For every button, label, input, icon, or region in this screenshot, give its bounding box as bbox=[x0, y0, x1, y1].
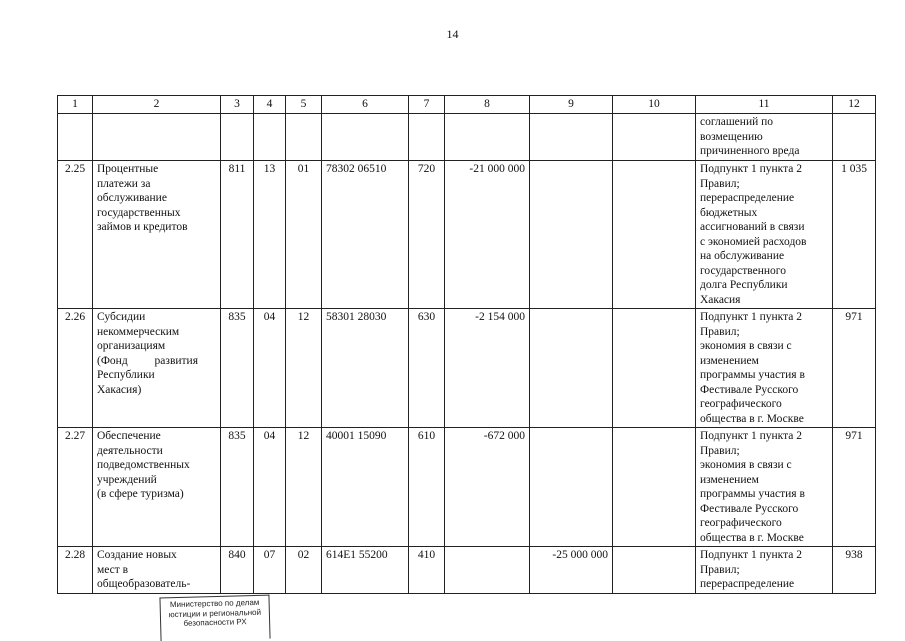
header-cell-3: 3 bbox=[221, 96, 254, 114]
pr-cell: 01 bbox=[286, 161, 322, 309]
basis-line: Фестивале Русского bbox=[700, 383, 799, 396]
grbs-cell: 835 bbox=[221, 309, 254, 428]
row-number: 2.27 bbox=[58, 428, 93, 547]
name-line: некоммерческим bbox=[97, 325, 180, 338]
name-line: обслуживание bbox=[97, 192, 167, 204]
basis-line: причиненного вреда bbox=[700, 145, 800, 157]
amount-col10-cell bbox=[613, 161, 696, 309]
basis-line: Правил; bbox=[700, 177, 740, 190]
amount-col8-cell: -2 154 000 bbox=[445, 309, 530, 428]
col12-cell: 1 035 bbox=[833, 161, 876, 309]
name-line: (в сфере туризма) bbox=[97, 488, 184, 500]
table-row-continuation bbox=[58, 114, 876, 161]
header-cell-6: 6 bbox=[322, 96, 409, 114]
name-line: организациям bbox=[97, 340, 166, 352]
basis-line: перераспределение bbox=[700, 578, 795, 590]
amount-col8-cell bbox=[445, 547, 530, 594]
table-row bbox=[58, 428, 876, 547]
amount-col10-cell bbox=[613, 309, 696, 428]
basis-line: Правил; bbox=[700, 444, 740, 457]
col12-cell: 971 bbox=[833, 309, 876, 428]
header-cell-9: 9 bbox=[530, 96, 613, 114]
name-cell bbox=[93, 428, 221, 547]
basis-line: географического bbox=[700, 517, 782, 529]
stamp-line: безопасности РХ bbox=[183, 617, 247, 628]
name-line: общеобразователь- bbox=[97, 578, 191, 590]
grbs-cell: 835 bbox=[221, 428, 254, 547]
row-number: 2.25 bbox=[58, 161, 93, 309]
stamp-line: юстиции и региональной bbox=[168, 607, 262, 619]
name-line: мест в bbox=[97, 563, 129, 576]
basis-line: изменением bbox=[700, 354, 759, 367]
basis-line: бюджетных bbox=[700, 206, 758, 219]
csr-cell: 78302 06510 bbox=[322, 161, 409, 309]
basis-line: с экономией расходов bbox=[700, 235, 807, 248]
stamp-line: Министерство по делам bbox=[169, 597, 260, 610]
header-cell-5: 5 bbox=[286, 96, 322, 114]
pr-cell: 02 bbox=[286, 547, 322, 594]
name-line: деятельности bbox=[97, 444, 163, 457]
basis-cell bbox=[696, 114, 833, 161]
basis-line: Подпункт 1 пункта 2 bbox=[700, 430, 802, 442]
name-line: государственных bbox=[97, 206, 181, 219]
basis-line: изменением bbox=[700, 473, 759, 486]
name-line: учреждений bbox=[97, 473, 157, 486]
col12-cell: 938 bbox=[833, 547, 876, 594]
basis-line: Подпункт 1 пункта 2 bbox=[700, 163, 802, 175]
name-line: Хакасия) bbox=[97, 383, 142, 396]
page-number: 14 bbox=[446, 27, 459, 41]
basis-line: программы участия в bbox=[700, 488, 805, 500]
basis-line: экономия в связи с bbox=[700, 459, 792, 471]
budget-table bbox=[57, 95, 876, 594]
rz-cell: 04 bbox=[254, 309, 286, 428]
header-cell-12: 12 bbox=[833, 96, 876, 114]
header-row bbox=[58, 96, 876, 114]
header-cell-10: 10 bbox=[613, 96, 696, 114]
vr-cell: 720 bbox=[409, 161, 445, 309]
basis-line: соглашений по bbox=[700, 116, 774, 128]
name-line: Создание новых bbox=[97, 549, 177, 561]
rz-cell: 07 bbox=[254, 547, 286, 594]
csr-cell: 40001 15090 bbox=[322, 428, 409, 547]
basis-cell bbox=[696, 309, 833, 428]
amount-col10-cell bbox=[613, 428, 696, 547]
col12-cell: 971 bbox=[833, 428, 876, 547]
basis-line: географического bbox=[700, 398, 782, 410]
vr-cell: 610 bbox=[409, 428, 445, 547]
header-cell-11: 11 bbox=[696, 96, 833, 114]
basis-line: Хакасия bbox=[700, 293, 741, 306]
name-line: Субсидии bbox=[97, 311, 146, 323]
header-cell-7: 7 bbox=[409, 96, 445, 114]
grbs-cell: 811 bbox=[221, 161, 254, 309]
table-row bbox=[58, 309, 876, 428]
basis-line: долга Республики bbox=[700, 279, 788, 291]
amount-col9-cell: -25 000 000 bbox=[530, 547, 613, 594]
amount-col9-cell bbox=[530, 161, 613, 309]
name-line: Республики bbox=[97, 369, 155, 381]
rz-cell: 13 bbox=[254, 161, 286, 309]
row-number: 2.28 bbox=[58, 547, 93, 594]
amount-col8-cell: -672 000 bbox=[445, 428, 530, 547]
basis-line: на обслуживание bbox=[700, 250, 785, 262]
name-line: платежи за bbox=[97, 177, 151, 190]
basis-line: Подпункт 1 пункта 2 bbox=[700, 311, 802, 323]
amount-col9-cell bbox=[530, 428, 613, 547]
basis-line: Фестивале Русского bbox=[700, 502, 799, 515]
basis-line: перераспределение bbox=[700, 192, 795, 204]
amount-col10-cell bbox=[613, 547, 696, 594]
basis-line: общества в г. Москве bbox=[700, 412, 804, 425]
basis-line: Подпункт 1 пункта 2 bbox=[700, 549, 802, 561]
basis-line: Правил; bbox=[700, 325, 740, 338]
table-row bbox=[58, 161, 876, 309]
basis-line: программы участия в bbox=[700, 369, 805, 381]
vr-cell: 630 bbox=[409, 309, 445, 428]
csr-cell: 58301 28030 bbox=[322, 309, 409, 428]
registration-stamp bbox=[159, 595, 270, 641]
header-cell-4: 4 bbox=[254, 96, 286, 114]
amount-col8-cell: -21 000 000 bbox=[445, 161, 530, 309]
pr-cell: 12 bbox=[286, 309, 322, 428]
amount-col9-cell bbox=[530, 309, 613, 428]
name-line: Процентные bbox=[97, 163, 159, 175]
row-number: 2.26 bbox=[58, 309, 93, 428]
basis-line: государственного bbox=[700, 264, 786, 277]
name-line: подведомственных bbox=[97, 459, 190, 471]
name-cell bbox=[93, 547, 221, 594]
basis-line: ассигнований в связи bbox=[700, 221, 805, 233]
grbs-cell: 840 bbox=[221, 547, 254, 594]
vr-cell: 410 bbox=[409, 547, 445, 594]
pr-cell: 12 bbox=[286, 428, 322, 547]
name-cell bbox=[93, 161, 221, 309]
header-cell-2: 2 bbox=[93, 96, 221, 114]
name-line: Обеспечение bbox=[97, 430, 161, 442]
basis-line: возмещению bbox=[700, 130, 763, 143]
basis-cell bbox=[696, 428, 833, 547]
header-cell-8: 8 bbox=[445, 96, 530, 114]
csr-cell: 614E1 55200 bbox=[322, 547, 409, 594]
rz-cell: 04 bbox=[254, 428, 286, 547]
basis-cell bbox=[696, 161, 833, 309]
header-cell-1: 1 bbox=[58, 96, 93, 114]
name-line: (Фонд развития bbox=[97, 354, 198, 367]
table-row bbox=[58, 547, 876, 594]
basis-line: экономия в связи с bbox=[700, 340, 792, 352]
basis-cell bbox=[696, 547, 833, 594]
name-cell bbox=[93, 309, 221, 428]
basis-line: общества в г. Москве bbox=[700, 531, 804, 544]
basis-line: Правил; bbox=[700, 563, 740, 576]
name-line: займов и кредитов bbox=[97, 221, 188, 233]
